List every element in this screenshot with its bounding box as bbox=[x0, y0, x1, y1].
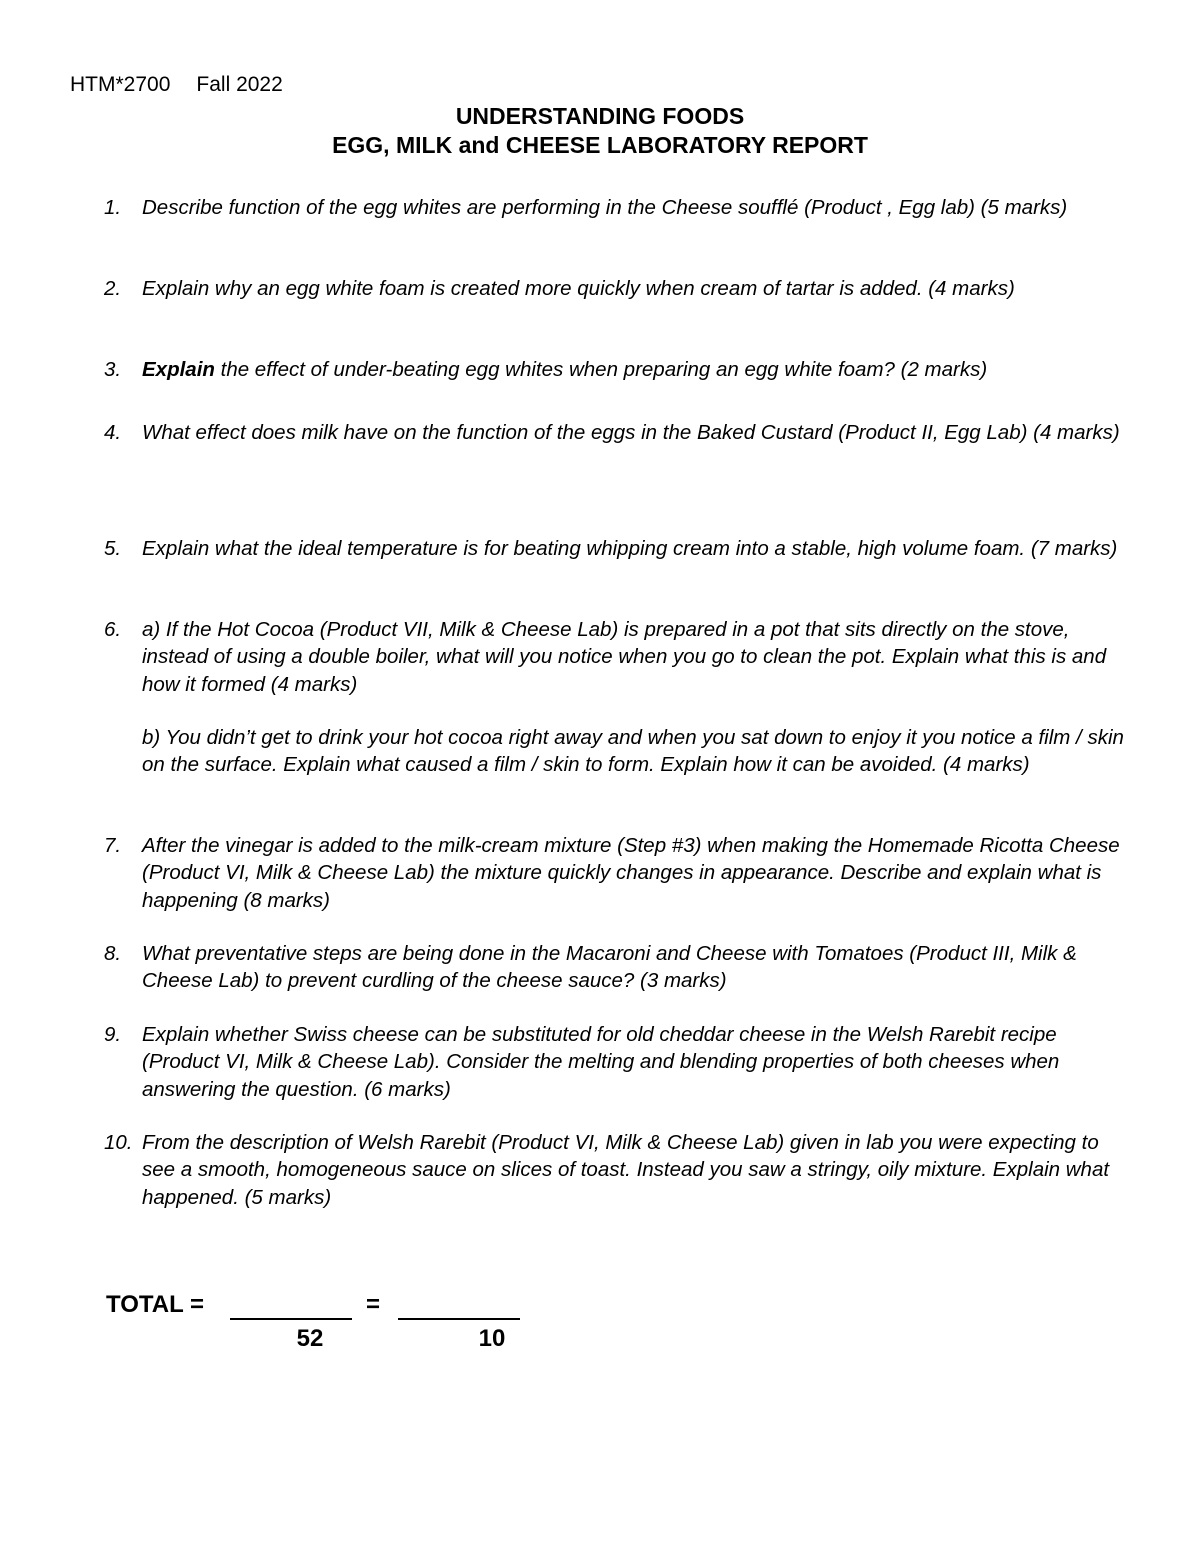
question-4 bbox=[104, 419, 1134, 446]
question-text: From the description of Welsh Rarebit (Product VI, Milk & Cheese Lab) given in lab you were expecting to see a smooth, homogeneous sauce on slices of toast. Instead you saw a stringy, oily mixture. Explain what happened. (5 marks) bbox=[142, 1131, 1110, 1209]
question-number: 4. bbox=[104, 421, 122, 444]
question-number: 8. bbox=[104, 942, 122, 965]
total-score-blank-1[interactable] bbox=[230, 1318, 352, 1320]
question-text: What preventative steps are being done in the Macaroni and Cheese with Tomatoes (Product III, Milk & Cheese Lab) to prevent curdling of the cheese sauce? (3 marks) bbox=[142, 942, 1077, 993]
question-number: 7. bbox=[104, 834, 122, 857]
question-emphasis: Explain bbox=[142, 358, 215, 381]
question-9 bbox=[104, 1021, 1134, 1103]
question-text: Describe function of the egg whites are performing in the Cheese soufflé (Product , Egg lab) (5 marks) bbox=[142, 196, 1068, 219]
question-7 bbox=[104, 832, 1134, 914]
question-5 bbox=[104, 535, 1134, 562]
total-row bbox=[106, 1290, 204, 1320]
title-line-2: EGG, MILK and CHEESE LABORATORY REPORT bbox=[332, 132, 868, 158]
question-number: 2. bbox=[104, 277, 122, 300]
question-text: Explain whether Swiss cheese can be substituted for old cheddar cheese in the Welsh Rarebit recipe (Product VI, Milk & Cheese Lab). Consider the melting and blending properties of both cheeses when answering the question. (6 marks) bbox=[142, 1023, 1060, 1101]
question-text: What effect does milk have on the function of the eggs in the Baked Custard (Product II, Egg Lab) (4 marks) bbox=[142, 421, 1120, 444]
question-text: a) If the Hot Cocoa (Product VII, Milk & Cheese Lab) is prepared in a pot that sits directly on the stove, instead of using a double boiler, what will you notice when you go to clean the pot. Explain what this is and how it formed (4 marks) bbox=[142, 618, 1107, 696]
total-denominator-1: 52 bbox=[296, 1325, 324, 1352]
question-number: 1. bbox=[104, 196, 122, 219]
question-number: 6. bbox=[104, 618, 122, 641]
question-3 bbox=[104, 356, 1134, 383]
course-term: Fall 2022 bbox=[196, 73, 283, 96]
question-number: 3. bbox=[104, 358, 122, 381]
question-text: Explain why an egg white foam is created more quickly when cream of tartar is added. (4 marks) bbox=[142, 277, 1015, 300]
question-text: b) You didn’t get to drink your hot cocoa right away and when you sat down to enjoy it you notice a film / skin on the surface. Explain what caused a film / skin to form. Explain how it can be avoided. (4 marks) bbox=[142, 726, 1124, 777]
question-1 bbox=[104, 194, 1134, 221]
question-text: the effect of under-beating egg whites when preparing an egg white foam? (2 marks) bbox=[214, 358, 988, 381]
question-number: 5. bbox=[104, 537, 122, 560]
question-text: Explain what the ideal temperature is for beating whipping cream into a stable, high volume foam. (7 marks) bbox=[142, 537, 1118, 560]
course-code: HTM*2700 bbox=[70, 73, 171, 96]
question-text-container bbox=[142, 356, 1134, 383]
course-header bbox=[70, 72, 283, 98]
total-score-blank-2[interactable] bbox=[398, 1318, 520, 1320]
question-6b bbox=[104, 724, 1134, 779]
total-label: TOTAL = bbox=[106, 1291, 205, 1318]
question-number: 9. bbox=[104, 1023, 122, 1046]
question-6a bbox=[104, 616, 1134, 698]
total-equals: = bbox=[366, 1291, 381, 1318]
title-line-1: UNDERSTANDING FOODS bbox=[455, 103, 745, 129]
question-number: 10. bbox=[104, 1131, 133, 1154]
question-text: After the vinegar is added to the milk-cream mixture (Step #3) when making the Homemade Ricotta Cheese (Product VI, Milk & Cheese Lab) the mixture quickly changes in appearance. Describe and explain what is happening (8 marks) bbox=[142, 834, 1120, 912]
question-8 bbox=[104, 940, 1134, 995]
question-10 bbox=[104, 1129, 1134, 1211]
total-denominator-2: 10 bbox=[478, 1325, 506, 1352]
question-2 bbox=[104, 275, 1134, 302]
document-title bbox=[0, 102, 1200, 160]
